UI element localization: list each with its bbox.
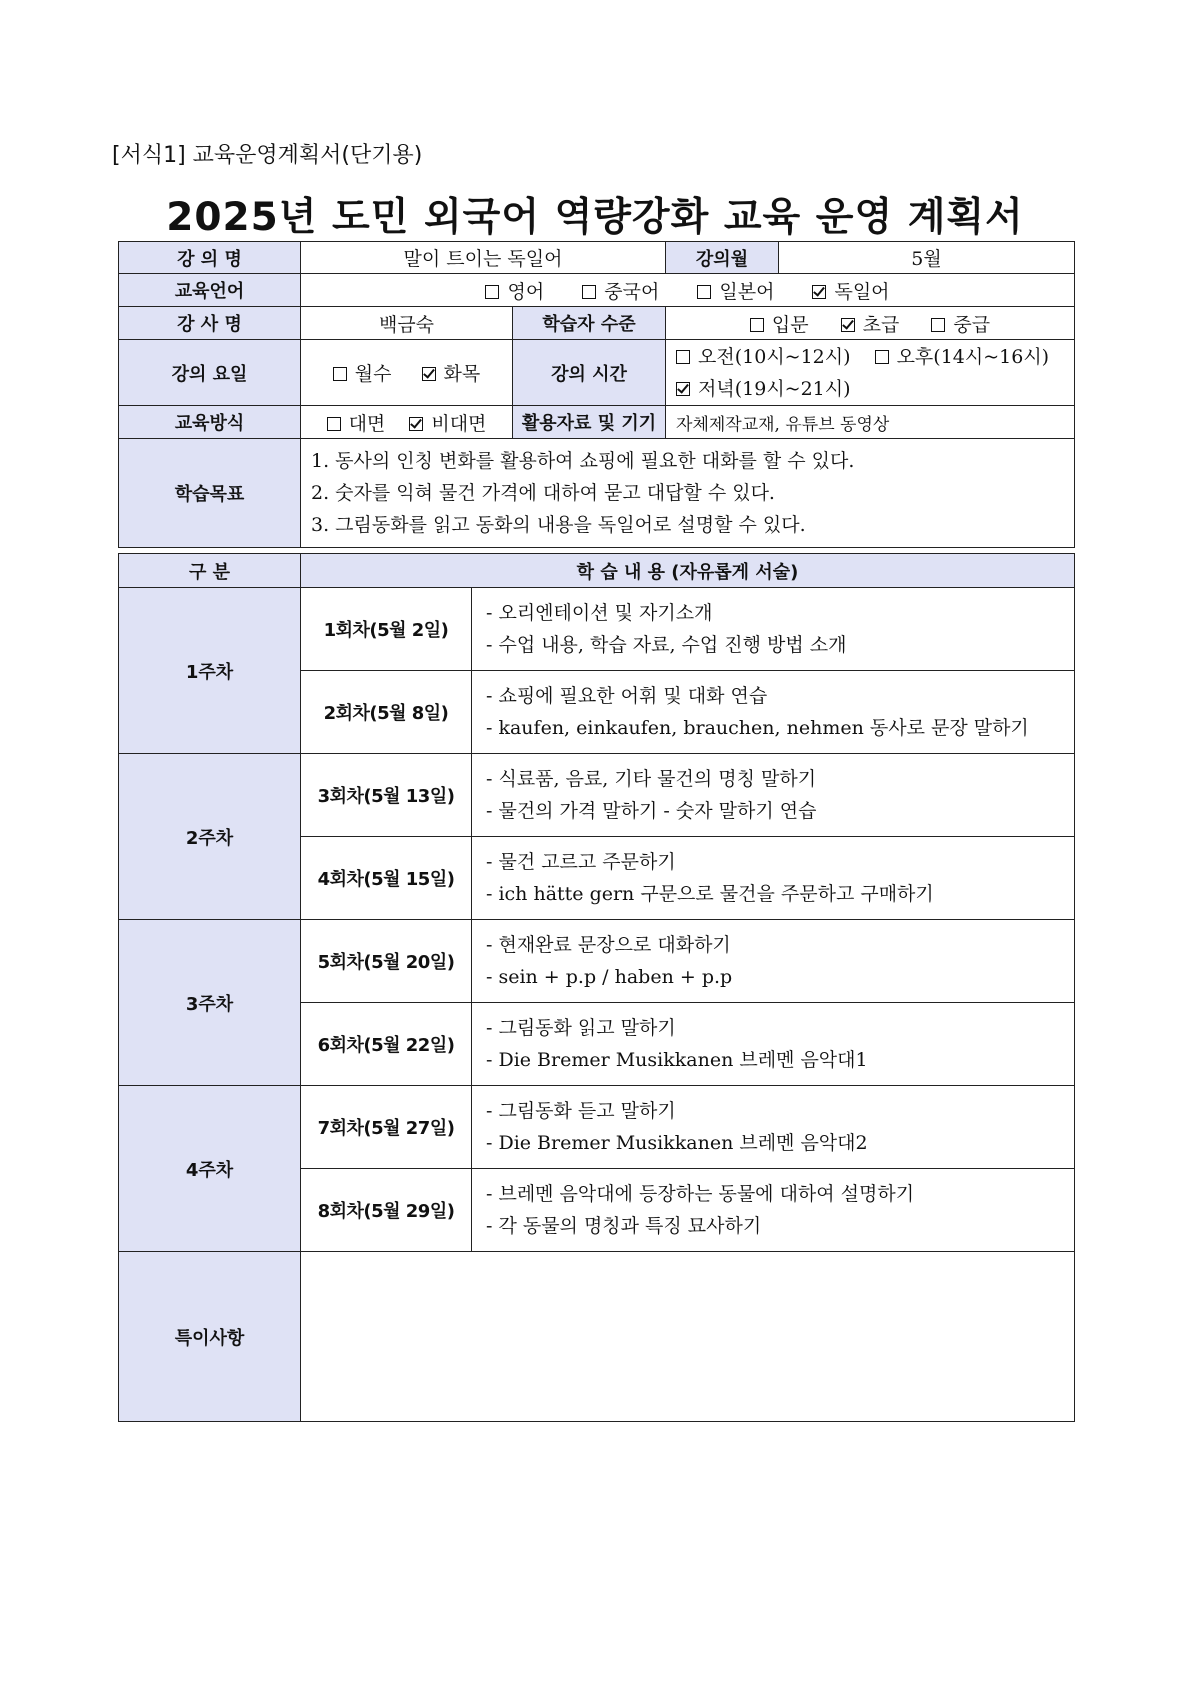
week-label: 3주차 bbox=[119, 920, 301, 1086]
checkbox-option[interactable]: 입문 bbox=[750, 310, 809, 337]
session-label: 4회차(5월 15일) bbox=[301, 837, 472, 920]
level-label: 학습자 수준 bbox=[513, 307, 666, 340]
session-content: - 물건 고르고 주문하기 - ich hätte gern 구문으로 물건을 주문하고 구매하기 bbox=[472, 837, 1075, 920]
lecture-name-label: 강 의 명 bbox=[119, 242, 301, 274]
session-content: - 그림동화 읽고 말하기 - Die Bremer Musikkanen 브레멘 음악대1 bbox=[472, 1003, 1075, 1086]
checkbox-icon bbox=[582, 285, 596, 299]
checkbox-option[interactable]: 화목 bbox=[422, 359, 481, 386]
language-options bbox=[301, 274, 1075, 307]
time-options bbox=[666, 340, 1075, 406]
materials-label: 활용자료 및 기기 bbox=[513, 406, 666, 439]
week-label: 2주차 bbox=[119, 754, 301, 920]
time-label: 강의 시간 bbox=[513, 340, 666, 406]
checkbox-option[interactable]: 오전(10시~12시) bbox=[676, 341, 851, 373]
checkbox-checked-icon bbox=[409, 417, 423, 431]
session-content: - 브레멘 음악대에 등장하는 동물에 대하여 설명하기 - 각 동물의 명칭과 특징 묘사하기 bbox=[472, 1169, 1075, 1252]
language-label: 교육언어 bbox=[119, 274, 301, 307]
checkbox-icon bbox=[931, 318, 945, 332]
checkbox-option[interactable]: 독일어 bbox=[812, 277, 889, 304]
level-options bbox=[666, 307, 1075, 340]
checkbox-option[interactable]: 비대면 bbox=[409, 409, 486, 436]
instructor-value: 백금숙 bbox=[301, 307, 513, 340]
session-label: 5회차(5월 20일) bbox=[301, 920, 472, 1003]
page-title: 2025년 도민 외국어 역량강화 교육 운영 계획서 bbox=[166, 195, 1024, 240]
division-header: 구 분 bbox=[119, 554, 301, 588]
materials-value: 자체제작교재, 유튜브 동영상 bbox=[666, 406, 1075, 439]
checkbox-option[interactable]: 대면 bbox=[327, 409, 386, 436]
checkbox-icon bbox=[676, 350, 690, 364]
session-label: 8회차(5월 29일) bbox=[301, 1169, 472, 1252]
days-options bbox=[301, 340, 513, 406]
week-label: 4주차 bbox=[119, 1086, 301, 1252]
session-content: - 현재완료 문장으로 대화하기 - sein + p.p / haben + p.p bbox=[472, 920, 1075, 1003]
session-label: 3회차(5월 13일) bbox=[301, 754, 472, 837]
session-content: - 오리엔테이션 및 자기소개 - 수업 내용, 학습 자료, 수업 진행 방법 소개 bbox=[472, 588, 1075, 671]
form-label: [서식1] 교육운영계획서(단기용) bbox=[112, 143, 423, 168]
week-label: 1주차 bbox=[119, 588, 301, 754]
checkbox-option[interactable]: 월수 bbox=[333, 359, 392, 386]
session-content: - 그림동화 듣고 말하기 - Die Bremer Musikkanen 브레멘 음악대2 bbox=[472, 1086, 1075, 1169]
checkbox-checked-icon bbox=[676, 382, 690, 396]
checkbox-checked-icon bbox=[422, 367, 436, 381]
method-options bbox=[301, 406, 513, 439]
content-header: 학 습 내 용 (자유롭게 서술) bbox=[301, 554, 1075, 588]
checkbox-option[interactable]: 일본어 bbox=[697, 277, 774, 304]
lecture-name-value: 말이 트이는 독일어 bbox=[301, 242, 666, 274]
goals-label: 학습목표 bbox=[119, 439, 301, 548]
checkbox-icon bbox=[327, 417, 341, 431]
checkbox-option[interactable]: 영어 bbox=[485, 277, 544, 304]
goals-list bbox=[301, 439, 1075, 548]
notes-label: 특이사항 bbox=[119, 1252, 301, 1422]
checkbox-icon bbox=[485, 285, 499, 299]
method-label: 교육방식 bbox=[119, 406, 301, 439]
checkbox-icon bbox=[750, 318, 764, 332]
checkbox-option[interactable]: 초급 bbox=[841, 310, 900, 337]
checkbox-option[interactable]: 저녁(19시~21시) bbox=[676, 373, 851, 405]
checkbox-option[interactable]: 오후(14시~16시) bbox=[875, 341, 1050, 373]
session-label: 2회차(5월 8일) bbox=[301, 671, 472, 754]
notes-field[interactable] bbox=[301, 1252, 1075, 1422]
checkbox-option[interactable]: 중급 bbox=[931, 310, 990, 337]
session-label: 6회차(5월 22일) bbox=[301, 1003, 472, 1086]
goal-item: 3. 그림동화를 읽고 동화의 내용을 독일어로 설명할 수 있다. bbox=[311, 514, 806, 536]
days-label: 강의 요일 bbox=[119, 340, 301, 406]
checkbox-checked-icon bbox=[841, 318, 855, 332]
schedule-table bbox=[118, 553, 1075, 1422]
session-content: - 식료품, 음료, 기타 물건의 명칭 말하기 - 물건의 가격 말하기 - 숫자 말하기 연습 bbox=[472, 754, 1075, 837]
goal-item: 1. 동사의 인칭 변화를 활용하여 쇼핑에 필요한 대화를 할 수 있다. bbox=[311, 450, 855, 472]
goal-item: 2. 숫자를 익혀 물건 가격에 대하여 묻고 대답할 수 있다. bbox=[311, 482, 775, 504]
month-label: 강의월 bbox=[666, 242, 779, 274]
instructor-label: 강 사 명 bbox=[119, 307, 301, 340]
checkbox-checked-icon bbox=[812, 285, 826, 299]
info-table bbox=[118, 241, 1075, 548]
checkbox-icon bbox=[697, 285, 711, 299]
session-label: 7회차(5월 27일) bbox=[301, 1086, 472, 1169]
month-value: 5월 bbox=[779, 242, 1075, 274]
session-content: - 쇼핑에 필요한 어휘 및 대화 연습 - kaufen, einkaufen, brauchen, nehmen 동사로 문장 말하기 bbox=[472, 671, 1075, 754]
checkbox-icon bbox=[333, 367, 347, 381]
session-label: 1회차(5월 2일) bbox=[301, 588, 472, 671]
checkbox-option[interactable]: 중국어 bbox=[582, 277, 659, 304]
checkbox-icon bbox=[875, 350, 889, 364]
